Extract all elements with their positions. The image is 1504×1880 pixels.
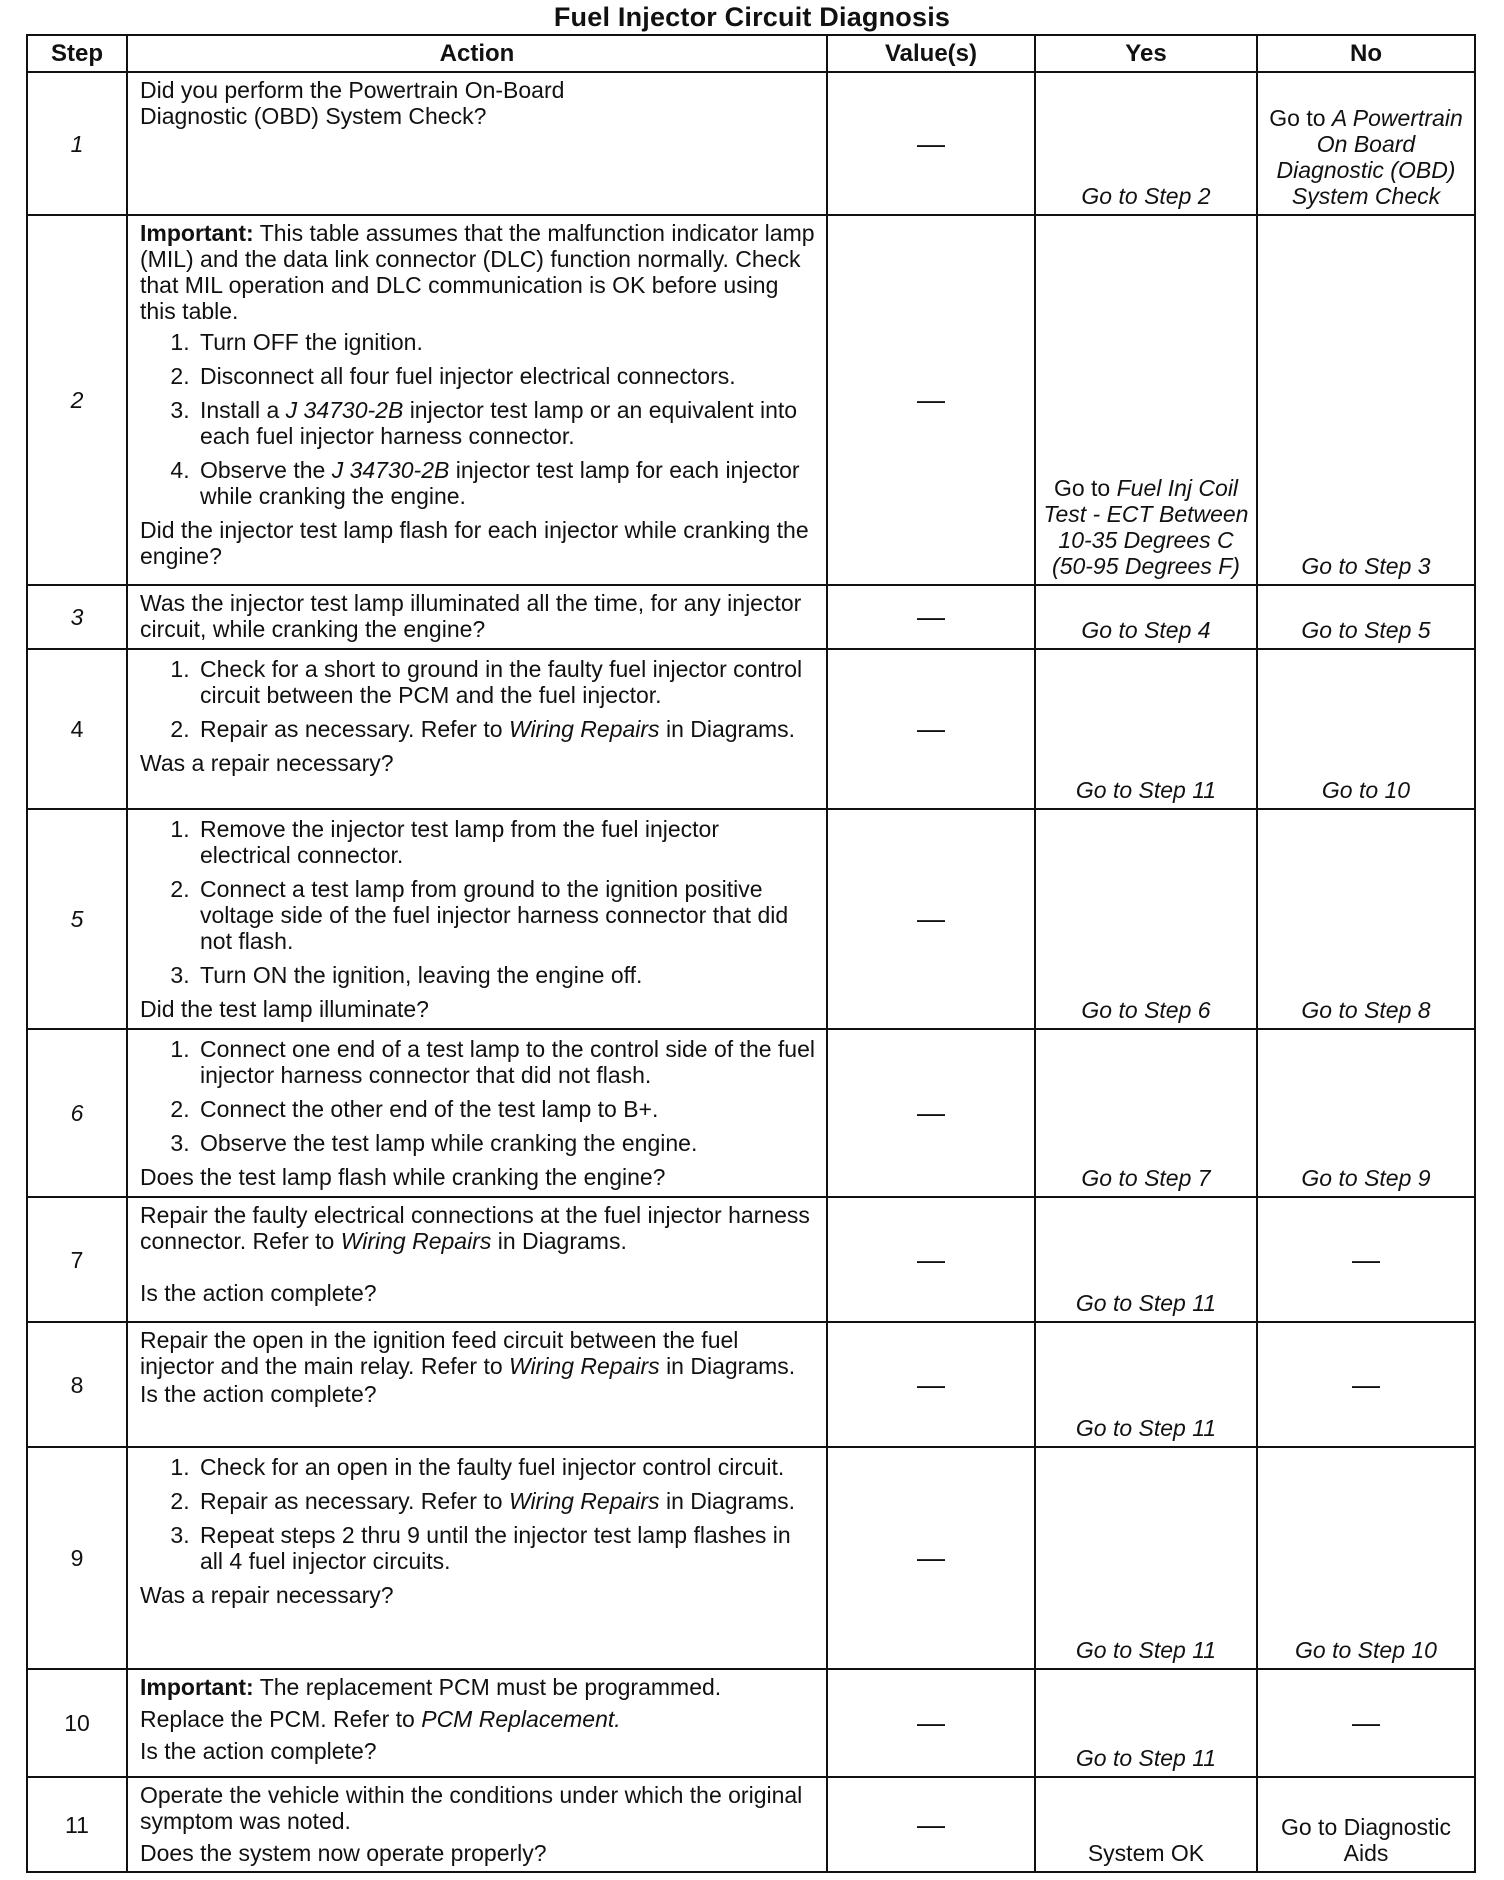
tool-reference: J 34730-2B [331, 457, 450, 483]
wiring-reference: Wiring Repairs [509, 1353, 660, 1379]
step-number: 10 [27, 1669, 127, 1777]
item-text: Install a [200, 397, 280, 423]
list-item: 2. Connect the other end of the test lamp to B+. [196, 1096, 816, 1122]
action-text: Was the injector test lamp illuminated all the time, for any injector circuit, while cranking the engine? [140, 590, 802, 642]
action-cell [127, 1447, 827, 1669]
value-cell: — [827, 1669, 1035, 1777]
important-label: Important: [140, 1674, 254, 1700]
yes-cell: Go to Step 4 [1035, 585, 1257, 649]
list-item: 1. Remove the injector test lamp from the fuel injector electrical connector. [196, 816, 816, 868]
action-cell [127, 809, 827, 1029]
item-text: in Diagrams. [665, 1488, 796, 1514]
header-yes: Yes [1035, 35, 1257, 72]
action-question: Did the injector test lamp flash for each injector while cranking the engine? [140, 517, 809, 569]
yes-cell: Go to Step 11 [1035, 649, 1257, 809]
page-title: Fuel Injector Circuit Diagnosis [553, 2, 951, 32]
action-text [140, 1706, 816, 1732]
item-text: Repair as necessary. Refer to [200, 716, 503, 742]
list-item: 1. Connect one end of a test lamp to the control side of the fuel injector harness connector that did not flash. [196, 1036, 816, 1088]
no-cell: Go to Step 10 [1257, 1447, 1475, 1669]
yes-cell: Go to Step 2 [1035, 72, 1257, 215]
no-reference: A Powertrain On Board Diagnostic (OBD) System Check [1276, 105, 1463, 209]
item-text: injector test lamp or an equivalent into each fuel injector harness connector. [200, 397, 798, 449]
header-action: Action [127, 35, 827, 72]
action-question: Does the test lamp flash while cranking the engine? [140, 1164, 666, 1190]
action-cell [127, 1777, 827, 1872]
no-cell: — [1257, 1669, 1475, 1777]
action-cell [127, 1669, 827, 1777]
table-row [27, 1029, 1475, 1197]
action-cell [127, 1029, 827, 1197]
wiring-reference: Wiring Repairs [508, 1488, 660, 1514]
value-cell: — [827, 809, 1035, 1029]
no-cell: Go to Diagnostic Aids [1257, 1777, 1475, 1872]
table-row [27, 215, 1475, 585]
list-item: 2. Disconnect all four fuel injector electrical connectors. [196, 363, 816, 389]
list-item [196, 457, 816, 509]
no-cell: Go to Step 3 [1257, 215, 1475, 585]
item-text: injector test lamp for each injector while cranking the engine. [200, 457, 800, 509]
header-row [27, 35, 1475, 72]
item-text: Repair as necessary. Refer to [200, 1488, 503, 1514]
action-question: Did the test lamp illuminate? [140, 996, 429, 1022]
diagnosis-table [26, 34, 1476, 1873]
value-cell: — [827, 649, 1035, 809]
important-note [140, 220, 816, 324]
list-item [196, 716, 816, 742]
header-no: No [1257, 35, 1475, 72]
action-text: Operate the vehicle within the conditions under which the original symptom was noted. [140, 1782, 803, 1834]
step-number: 5 [27, 809, 127, 1029]
action-question: Is the action complete? [140, 1381, 377, 1407]
yes-cell: Go to Step 11 [1035, 1197, 1257, 1322]
action-steps [140, 656, 816, 742]
action-question: Is the action complete? [140, 1280, 377, 1306]
step-number: 6 [27, 1029, 127, 1197]
step-number: 4 [27, 649, 127, 809]
step-number: 7 [27, 1197, 127, 1322]
no-cell: Go to Step 9 [1257, 1029, 1475, 1197]
action-steps [140, 1454, 816, 1574]
step-number: 3 [27, 585, 127, 649]
no-cell: Go to 10 [1257, 649, 1475, 809]
action-text-part: Repair the faulty electrical connections at the fuel injector harness connector. Refer to [140, 1202, 810, 1254]
value-cell: — [827, 585, 1035, 649]
value-cell: — [827, 215, 1035, 585]
table-row [27, 1669, 1475, 1777]
header-values: Value(s) [827, 35, 1035, 72]
table-row [27, 1777, 1475, 1872]
action-question: Was a repair necessary? [140, 1582, 394, 1608]
no-cell: Go to Step 5 [1257, 585, 1475, 649]
value-cell: — [827, 1029, 1035, 1197]
table-row [27, 585, 1475, 649]
list-item: 1. Turn OFF the ignition. [196, 329, 816, 355]
table-row [27, 809, 1475, 1029]
action-text: Did you perform the Powertrain On-Board Diagnostic (OBD) System Check? [140, 77, 565, 129]
table-row [27, 649, 1475, 809]
value-cell: — [827, 1777, 1035, 1872]
action-text-part: Replace the PCM. Refer to [140, 1706, 415, 1732]
action-cell [127, 585, 827, 649]
step-number: 2 [27, 215, 127, 585]
action-cell [127, 649, 827, 809]
no-cell [1257, 72, 1475, 215]
value-cell: — [827, 72, 1035, 215]
no-prefix: Go to [1269, 105, 1326, 131]
wiring-reference: Wiring Repairs [508, 716, 660, 742]
item-text: Observe the [200, 457, 326, 483]
yes-cell: System OK [1035, 1777, 1257, 1872]
important-note [140, 1674, 816, 1700]
action-text [140, 1327, 816, 1379]
yes-cell: Go to Step 11 [1035, 1322, 1257, 1447]
action-steps [140, 329, 816, 509]
step-number: 8 [27, 1322, 127, 1447]
yes-reference: Fuel Inj Coil Test - ECT Between 10-35 Degrees C (50-95 Degrees F) [1043, 475, 1249, 579]
action-text-part: in Diagrams. [666, 1353, 796, 1379]
important-label: Important: [140, 220, 254, 246]
action-steps [140, 1036, 816, 1156]
yes-cell: Go to Step 6 [1035, 809, 1257, 1029]
yes-prefix: Go to [1053, 475, 1111, 501]
value-cell: — [827, 1322, 1035, 1447]
step-number: 11 [27, 1777, 127, 1872]
action-cell [127, 72, 827, 215]
list-item: 3. Turn ON the ignition, leaving the engine off. [196, 962, 816, 988]
pcm-reference: PCM Replacement. [421, 1706, 621, 1732]
action-cell [127, 1197, 827, 1322]
no-cell: — [1257, 1322, 1475, 1447]
wiring-reference: Wiring Repairs [340, 1228, 492, 1254]
list-item: 3. Repeat steps 2 thru 9 until the injector test lamp flashes in all 4 fuel injector circuits. [196, 1522, 816, 1574]
list-item: 2. Connect a test lamp from ground to the ignition positive voltage side of the fuel injector harness connector that did not flash. [196, 876, 816, 954]
header-step: Step [27, 35, 127, 72]
no-cell: — [1257, 1197, 1475, 1322]
item-text: in Diagrams. [665, 716, 796, 742]
important-text: The replacement PCM must be programmed. [259, 1674, 722, 1700]
action-cell [127, 1322, 827, 1447]
no-cell: Go to Step 8 [1257, 809, 1475, 1029]
list-item [196, 1488, 816, 1514]
action-question: Was a repair necessary? [140, 750, 394, 776]
action-text [140, 1202, 816, 1254]
action-steps [140, 816, 816, 988]
important-text: This table assumes that the malfunction indicator lamp (MIL) and the data link connector (DLC) function normally. Check that MIL operation and DLC communication is OK before using this table. [140, 220, 815, 324]
table-row [27, 1322, 1475, 1447]
tool-reference: J 34730-2B [285, 397, 404, 423]
action-cell [127, 215, 827, 585]
list-item: 1. Check for an open in the faulty fuel injector control circuit. [196, 1454, 816, 1480]
yes-cell: Go to Step 11 [1035, 1669, 1257, 1777]
yes-cell [1035, 215, 1257, 585]
action-question: Does the system now operate properly? [140, 1840, 547, 1866]
table-row [27, 1447, 1475, 1669]
step-number: 1 [27, 72, 127, 215]
action-question: Is the action complete? [140, 1738, 377, 1764]
value-cell: — [827, 1447, 1035, 1669]
action-text-part: Repair the open in the ignition feed circuit between the fuel injector and the main relay. Refer to [140, 1327, 739, 1379]
value-cell: — [827, 1197, 1035, 1322]
list-item: 3. Observe the test lamp while cranking the engine. [196, 1130, 816, 1156]
yes-cell: Go to Step 7 [1035, 1029, 1257, 1197]
table-row [27, 72, 1475, 215]
table-row [27, 1197, 1475, 1322]
step-number: 9 [27, 1447, 127, 1669]
list-item: 1. Check for a short to ground in the faulty fuel injector control circuit between the PCM and the fuel injector. [196, 656, 816, 708]
list-item [196, 397, 816, 449]
yes-cell: Go to Step 11 [1035, 1447, 1257, 1669]
action-text-part: in Diagrams. [497, 1228, 627, 1254]
